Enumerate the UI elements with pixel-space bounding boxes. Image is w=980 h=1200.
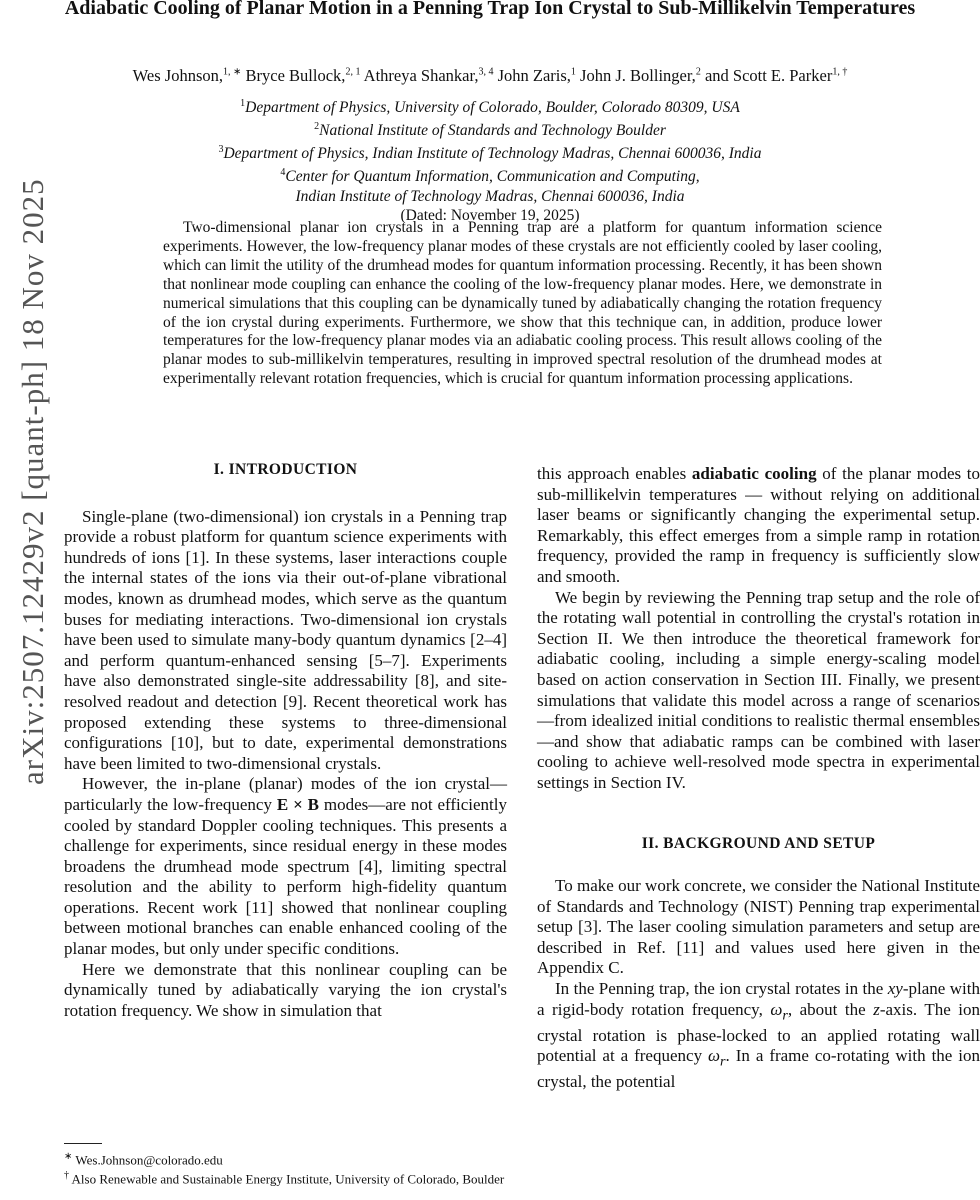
- affiliation: $^1$Department of Physics, University of Colorado, Boulder, Colorado 80309, USA: [240, 98, 740, 117]
- footnote: ∗ Wes.Johnson@colorado.edu: [64, 1151, 223, 1168]
- paragraph: Here we demonstrate that this nonlinear coupling can be dynamically tuned by adiabatically varying the ion crystal's rotation frequency. We show in simulation that: [64, 959, 507, 1020]
- section-heading-introduction: I. INTRODUCTION: [213, 461, 358, 478]
- paragraph: Single-plane (two-dimensional) ion crystals in a Penning trap provide a robust platform for quantum science experiments with hundreds of ions [1]. In these systems, laser interactions couple the internal states of the ions via their out-of-plane vibrational modes, known as drumhead modes, which serve as the quantum buses for mediating interactions. Two-dimensional ion crystals have been used to simulate many-body quantum dynamics [2–4] and perform quantum-enhanced sensing [5–7]. Experiments have also demonstrated single-site addressability [8], and site-resolved readout and detection [9]. Recent theoretical work has proposed extending these systems to three-dimensional configurations [10], but to date, experimental demonstrations have been limited to two-dimensional crystals.: [64, 506, 507, 773]
- arxiv-sidebar-id: arXiv:2507.12429v2 [quant-ph] 18 Nov 2025: [15, 178, 50, 785]
- affiliations: [60, 94, 920, 225]
- affiliation: $^3$Department of Physics, Indian Institute of Technology Madras, Chennai 600036, India: [218, 144, 762, 163]
- author: Athreya Shankar,$^{3, 4}$: [363, 66, 494, 85]
- paragraph: this approach enables adiabatic cooling of the planar modes to sub-millikelvin temperatures — without relying on additional laser beams or significantly changing the experimental setup. Remarkably, this effect emerges from a simple ramp in rotation frequency, provided the ramp in frequency is sufficiently slow and smooth.: [537, 464, 980, 586]
- affiliation: Indian Institute of Technology Madras, Chennai 600036, India: [295, 187, 685, 205]
- author: John Zaris,$^1$: [497, 66, 576, 85]
- author-list: [60, 66, 920, 86]
- dated-line: (Dated: November 19, 2025): [400, 206, 580, 224]
- author: Wes Johnson,$^{1, ∗}$: [132, 66, 242, 85]
- right-column: [537, 464, 980, 1093]
- abstract: Two-dimensional planar ion crystals in a Penning trap are a platform for quantum information science experiments. However, the low-frequency planar modes of these crystals are not efficiently cooled by laser cooling, which can limit the utility of the drumhead modes for quantum information processing. Recently, it has been shown that nonlinear mode coupling can enhance the cooling of the low-frequency planar modes. Here, we demonstrate in numerical simulations that this coupling can be dynamically tuned by adiabatically changing the rotation frequency of the ion crystal during experiments. Furthermore, we show that this technique can, in addition, produce lower temperatures for the low-frequency planar modes via an adiabatic cooling process. This result allows cooling of the planar modes to sub-millikelvin temperatures, resulting in improved spectral resolution of the drumhead modes at experimentally relevant rotation frequencies, which is crucial for quantum information processing applications.: [163, 219, 882, 388]
- affiliation: $^4$Center for Quantum Information, Communication and Computing,: [280, 167, 700, 186]
- left-column: [64, 460, 507, 1021]
- affiliation: $^2$National Institute of Standards and Technology Boulder: [314, 121, 666, 140]
- footnotes: [64, 1149, 507, 1188]
- footnote-rule: [64, 1143, 102, 1144]
- paragraph: To make our work concrete, we consider the National Institute of Standards and Technology (NIST) Penning trap experimental setup [3]. The laser cooling simulation parameters and setup are described in Ref. [11] and values used here given in the Appendix C.: [537, 876, 980, 978]
- paragraph: In the Penning trap, the ion crystal rotates in the xy-plane with a rigid-body rotation frequency, $\omega_r$, about the z-axis. The ion crystal rotation is phase-locked to an applied rotating wall potential at a frequency $\omega_r$. In a frame co-rotating with the ion crystal, the potential: [537, 979, 980, 1092]
- author: John J. Bollinger,$^2$: [580, 66, 701, 85]
- paper-title: Adiabatic Cooling of Planar Motion in a Penning Trap Ion Crystal to Sub-Millikelvin Temperatures: [64, 0, 916, 19]
- footnote: † Also Renewable and Sustainable Energy Institute, University of Colorado, Boulder: [64, 1170, 505, 1187]
- author: Bryce Bullock,$^{2, 1}$: [245, 66, 361, 85]
- paragraph: However, the in-plane (planar) modes of the ion crystal—particularly the low-frequency E × B modes—are not efficiently cooled by standard Doppler cooling techniques. This presents a challenge for experiments, since residual energy in these modes broadens the drumhead mode spectrum [4], limiting spectral resolution and the ability to perform high-fidelity quantum operations. Recent work [11] showed that nonlinear coupling between motional branches can enable enhanced cooling of the planar modes, but only under specific conditions.: [64, 774, 507, 959]
- paragraph: We begin by reviewing the Penning trap setup and the role of the rotating wall potential in controlling the crystal's rotation in Section II. We then introduce the theoretical framework for adiabatic cooling, including a simple energy-scaling model based on action conservation in Section III. Finally, we present simulations that validate this model across a range of scenarios—from idealized initial conditions to realistic thermal ensembles—and show that adiabatic ramps can be combined with laser cooling to achieve well-resolved mode spectra in experimental settings in Section IV.: [537, 587, 980, 792]
- author: and Scott E. Parker$^{1, \dagger}$: [704, 66, 848, 85]
- section-heading-background: II. BACKGROUND AND SETUP: [641, 834, 876, 852]
